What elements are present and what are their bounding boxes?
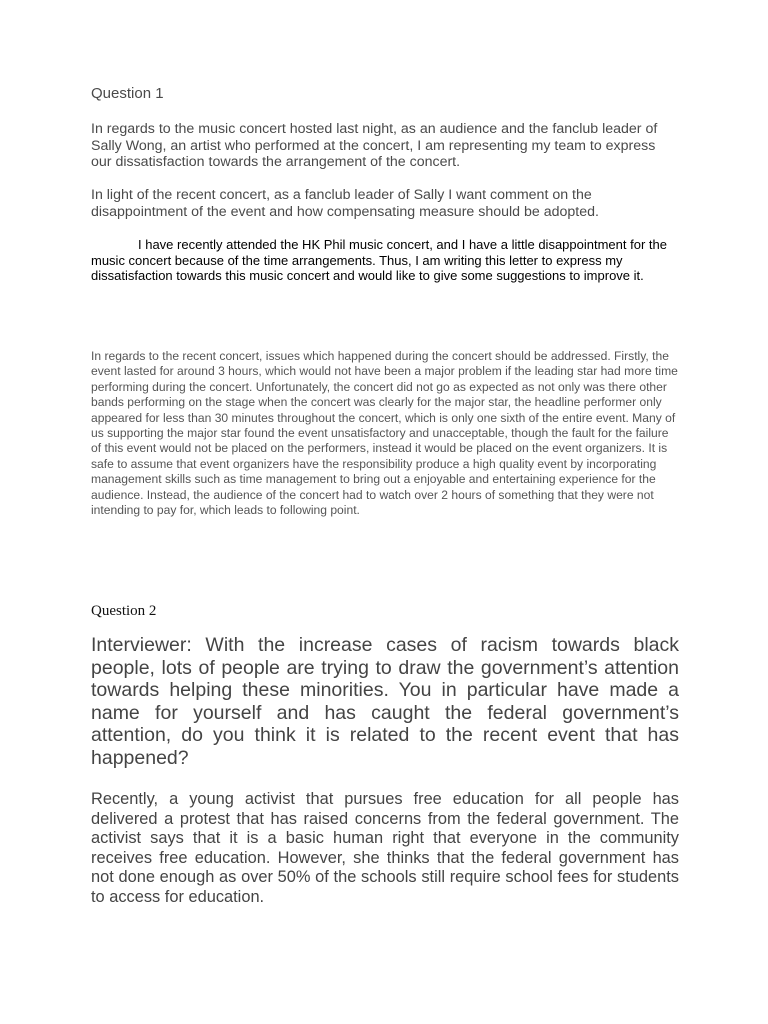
question-1-heading: Question 1: [91, 85, 164, 102]
question-2-interviewer-question: Interviewer: With the increase cases of racism towards black people, lots of people are trying to draw the government’s attention towards helping these minorities. You in particular have made a name for yourself and has caught the federal government’s attention, do you think it is related to the recent event that has happened?: [91, 634, 679, 769]
question-1-paragraph-1: In regards to the music concert hosted last night, as an audience and the fanclub leader of Sally Wong, an artist who performed at the concert, I am representing my team to express our dissatisfaction towards the arrangement of the concert.: [91, 121, 658, 170]
question-2-heading: Question 2: [91, 603, 157, 619]
question-1-paragraph-3: I have recently attended the HK Phil music concert, and I have a little disappointment for the music concert because of the time arrangements. Thus, I am writing this letter to express my dissatisfaction towards this music concert and would like to give some suggestions to improve it.: [91, 237, 667, 284]
question-2-paragraph-2: Recently, a young activist that pursues free education for all people has delivered a protest that has raised concerns from the federal government. The activist says that it is a basic human right that everyone in the community receives free education. However, she thinks that the federal government has not done enough as over 50% of the schools still require school fees for students to access for education.: [91, 790, 679, 906]
question-1-paragraph-4: In regards to the recent concert, issues which happened during the concert should be addressed. Firstly, the event lasted for around 3 hours, which would not have been a major problem if the leading star had more time performing during the concert. Unfortunately, the concert did not go as expected as not only was there other bands performing on the stage when the concert was clearly for the major star, the headline performer only appeared for less than 30 minutes throughout the concert, which is only one sixth of the entire event. Many of us supporting the major star found the event unsatisfactory and unacceptable, though the fault for the failure of this event would not be placed on the performers, instead it would be placed on the event organizers. It is safe to assume that event organizers have the responsibility produce a high quality event by incorporating management skills such as time management to bring out a enjoyable and entertaining experience for the audience. Instead, the audience of the concert had to watch over 2 hours of something that they were not intending to pay for, which leads to following point.: [91, 349, 678, 518]
question-1-paragraph-2: In light of the recent concert, as a fanclub leader of Sally I want comment on the disappointment of the event and how compensating measure should be adopted.: [91, 187, 599, 220]
